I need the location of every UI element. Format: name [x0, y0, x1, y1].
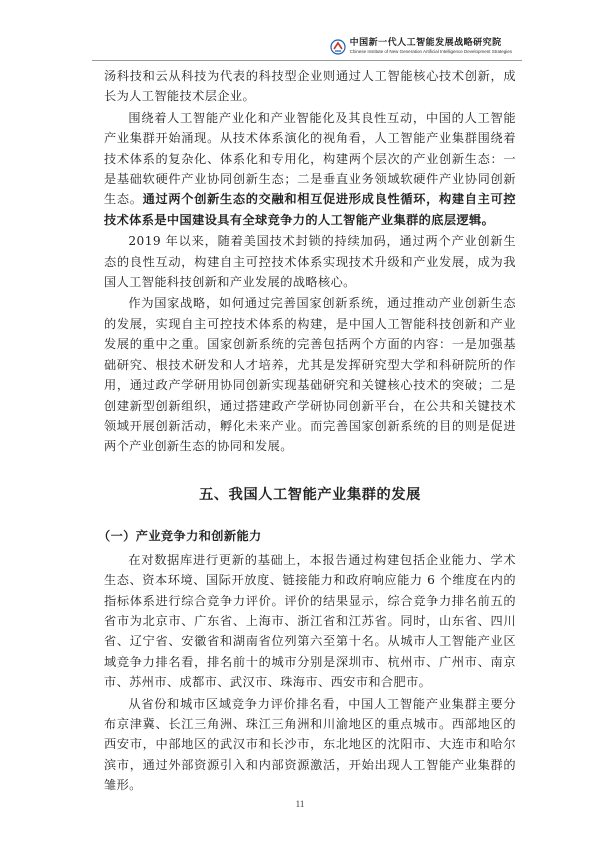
- paragraph-4: 作为国家战略，如何通过完善国家创新系统，通过推动产业创新生态的发展，实现自主可控技术体系的构建，是中国人工智能科技创新和产业发展的重中之重。国家创新系统的完善包括两个方面的内容：一是加强基础研究、根技术研发和人才培养，尤其是发挥研究型大学和科研院所的作用，通过政产学研用协同创新实现基础研究和关键核心技术的突破；二是创建新型创新组织，通过搭建政产学研协同创新平台，在公共和关键技术领域开展创新活动，孵化未来产业。而完善国家创新系统的目的则是促进两个产业创新生态的协同和发展。: [104, 296, 516, 454]
- bold-key-sentence: 通过两个创新生态的交融和相互促进形成良性循环，构建自主可控技术体系是中国建设具有全球竞争力的人工智能产业集群的底层逻辑。: [104, 192, 516, 227]
- page-header: [330, 38, 512, 55]
- paragraph-6: 从省份和城市区域竞争力评价排名看，中国人工智能产业集群主要分布京津冀、长江三角洲、珠江三角洲和川渝地区的重点城市。西部地区的西安市，中部地区的武汉市和长沙市，东北地区的沈阳市、大连市和哈尔滨市，通过外部资源引入和内部资源激活，开始出现人工智能产业集群的雏形。: [104, 696, 516, 793]
- paragraph-2: [104, 108, 516, 230]
- subsection-title: （一）产业竞争力和创新能力: [98, 528, 262, 543]
- institute-logo-icon: [330, 39, 346, 55]
- paragraph-5: 在对数据库进行更新的基础上，本报告通过构建包括企业能力、学术生态、资本环境、国际开放度、链接能力和政府响应能力 6 个维度在内的指标体系进行综合竞争力评价。评价的结果显示，综合竞争力排名前五的省市为北京市、广东省、上海市、浙江省和江苏省。同时，山东省、四川省、辽宁省、安徽省和湖南省位列第六至第十名。从城市人工智能产业区域竞争力排名看，排名前十的城市分别是深圳市、杭州市、广州市、南京市、苏州市、成都市、武汉市、珠海市、西安市和合肥市。: [104, 552, 516, 690]
- paragraph-1: 汤科技和云从科技为代表的科技型企业则通过人工智能核心技术创新，成长为人工智能技术层企业。: [104, 69, 516, 104]
- paragraph-3: 2019 年以来，随着美国技术封锁的持续加码，通过两个产业创新生态的良性互动，构建自主可控技术体系实现技术升级和产业发展，成为我国人工智能科技创新和产业发展的战略核心。: [104, 234, 516, 290]
- page-number: 11: [295, 799, 305, 809]
- header-divider: [92, 60, 522, 61]
- page-body: [98, 66, 516, 796]
- section-title: 五、我国人工智能产业集群的发展: [199, 486, 421, 503]
- paragraph-2-text: 围绕着人工智能产业化和产业智能化及其良性互动，中国的人工智能产业集群开始涌现。从技术体系演化的视角看，人工智能产业集群围绕着技术体系的复杂化、体系化和专用化，构建两个层次的产业创新生态：一是基础软硬件产业协同创新生态；二是垂直业务领域软硬件产业协同创新生态。: [104, 110, 516, 207]
- institute-name-cn: 中国新一代人工智能发展战略研究院: [349, 38, 502, 48]
- institute-name-en: Chinese Institute of New Generation Artificial Intelligence Development Strategies: [349, 49, 512, 54]
